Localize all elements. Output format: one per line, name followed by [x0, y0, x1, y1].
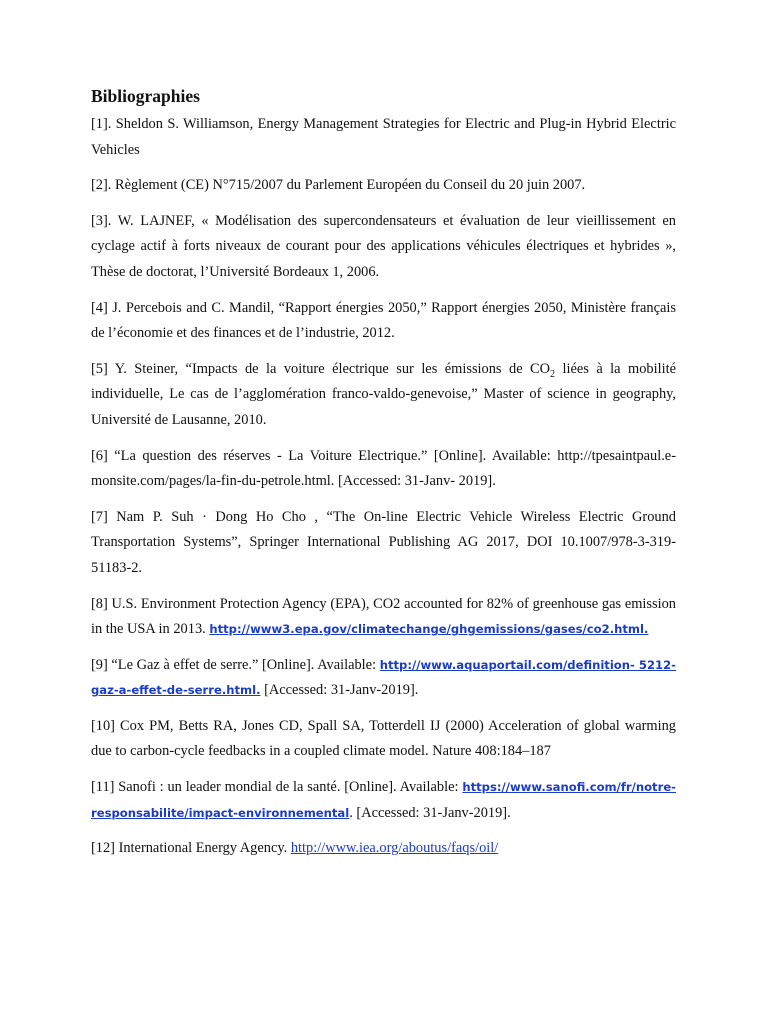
reference-11-text: [11] Sanofi : un leader mondial de la santé. [Online]. Available:	[91, 779, 463, 796]
reference-5-subscript: 2	[550, 368, 556, 380]
reference-9-text-cont: [Accessed: 31-Janv-2019].	[260, 682, 419, 699]
reference-5-text: [5] Y. Steiner, “Impacts de la voiture électrique sur les émissions de CO	[91, 360, 551, 377]
reference-5	[91, 357, 676, 434]
reference-11-link[interactable]: https://www.sanofi.com/fr/notre-responsabilite/impact-environnemental	[91, 780, 676, 820]
reference-10: [10] Cox PM, Betts RA, Jones CD, Spall SA, Totterdell IJ (2000) Acceleration of global warming due to carbon-cycle feedbacks in a coupled climate model. Nature 408:184–187	[91, 717, 676, 760]
bibliography-page	[91, 84, 676, 872]
reference-11	[91, 775, 676, 826]
reference-8	[91, 592, 676, 643]
reference-5-text-cont: liées à la mobilité individuelle, Le cas de l’agglomération franco-valdo-genevoise,” Master of science in geography, Université de Lausanne, 2010.	[91, 360, 676, 428]
bibliography-heading: Bibliographies	[91, 86, 200, 106]
reference-1: [1]. Sheldon S. Williamson, Energy Management Strategies for Electric and Plug-in Hybrid Electric Vehicles	[91, 116, 676, 158]
reference-12-link[interactable]: http://www.iea.org/aboutus/faqs/oil/	[290, 840, 499, 857]
reference-12	[91, 836, 676, 862]
reference-3: [3]. W. LAJNEF, « Modélisation des supercondensateurs et évaluation de leur vieillissement en cyclage actif à forts niveaux de courant pour des applications véhicules électriques et hybrides », Thèse de doctorat, l’Université Bordeaux 1, 2006.	[91, 212, 676, 280]
reference-12-text: [12] International Energy Agency.	[91, 840, 291, 857]
reference-6: [6] “La question des réserves - La Voiture Electrique.” [Online]. Available: http://tpesaintpaul.e-monsite.com/pages/la-fin-du-petrole.html. [Accessed: 31-Janv- 2019].	[91, 447, 676, 490]
reference-9-link[interactable]: http://www.aquaportail.com/definition- 5212-gaz-a-effet-de-serre.html.	[91, 657, 676, 698]
reference-8-link[interactable]: http://www3.epa.gov/climatechange/ghgemissions/gases/co2.html.	[209, 622, 649, 637]
reference-2: [2]. Règlement (CE) N°715/2007 du Parlement Européen du Conseil du 20 juin 2007.	[91, 177, 586, 194]
reference-7: [7] Nam P. Suh · Dong Ho Cho , “The On-line Electric Vehicle Wireless Electric Ground Transportation Systems”, Springer International Publishing AG 2017, DOI 10.1007/978-3-319-51183-2.	[91, 508, 676, 576]
reference-9-text: [9] “Le Gaz à effet de serre.” [Online]. Available:	[91, 656, 380, 673]
reference-11-text-cont: . [Accessed: 31-Janv-2019].	[349, 804, 511, 821]
reference-4: [4] J. Percebois and C. Mandil, “Rapport énergies 2050,” Rapport énergies 2050, Ministère français de l’économie et des finances et de l’industrie, 2012.	[91, 299, 676, 342]
reference-8-text: [8] U.S. Environment Protection Agency (EPA), CO2 accounted for 82% of greenhouse gas emission in the USA in 2013.	[91, 595, 676, 638]
reference-9	[91, 653, 676, 704]
